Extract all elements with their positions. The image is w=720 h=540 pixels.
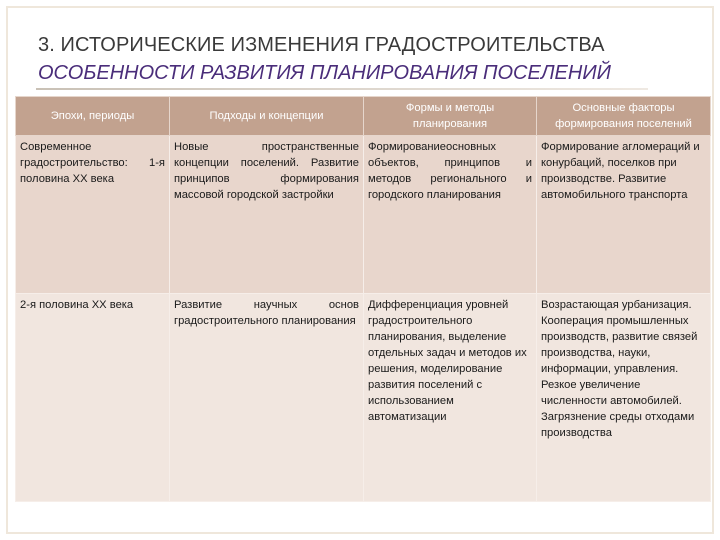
table-cell: Новые пространственные концепции поселений. Развитие принципов формирования массовой городской застройки [170,136,364,294]
table-row [16,136,711,294]
table-cell: Формирование агломераций и конурбаций, поселков при производстве. Развитие автомобильного транспорта [537,136,711,294]
table-cell: Дифференциация уровней градостроительного планирования, выделение отдельных задач и методов их решения, моделирование развития поселений с использованием автоматизации [364,294,537,502]
header-epochs: Эпохи, периоды [16,97,170,136]
table-cell: Формированиеосновных объектов, принципов и методов регионального и городского планирования [364,136,537,294]
slide-title: 3. ИСТОРИЧЕСКИЕ ИЗМЕНЕНИЯ ГРАДОСТРОИТЕЛЬСТВА [38,34,605,56]
header-approaches: Подходы и концепции [170,97,364,136]
table-row [16,294,711,502]
header-forms-methods: Формы и методы планирования [364,97,537,136]
title-divider [36,88,648,90]
table-cell: 2-я половина XX века [16,294,170,502]
table-cell: Современное градостроительство: 1-я половина XX века [16,136,170,294]
table-header-row [16,97,711,136]
planning-history-table [15,96,711,502]
slide-subtitle: ОСОБЕННОСТИ РАЗВИТИЯ ПЛАНИРОВАНИЯ ПОСЕЛЕНИЙ [38,62,611,84]
table-cell: Возрастающая урбанизация. Кооперация промышленных производств, развитие связей производства, науки, информации, управления. Резкое увеличение численности автомобилей. Загрязнение среды отходами производства [537,294,711,502]
header-main-factors: Основные факторы формирования поселений [537,97,711,136]
table-cell: Развитие научных основ градостроительного планирования [170,294,364,502]
